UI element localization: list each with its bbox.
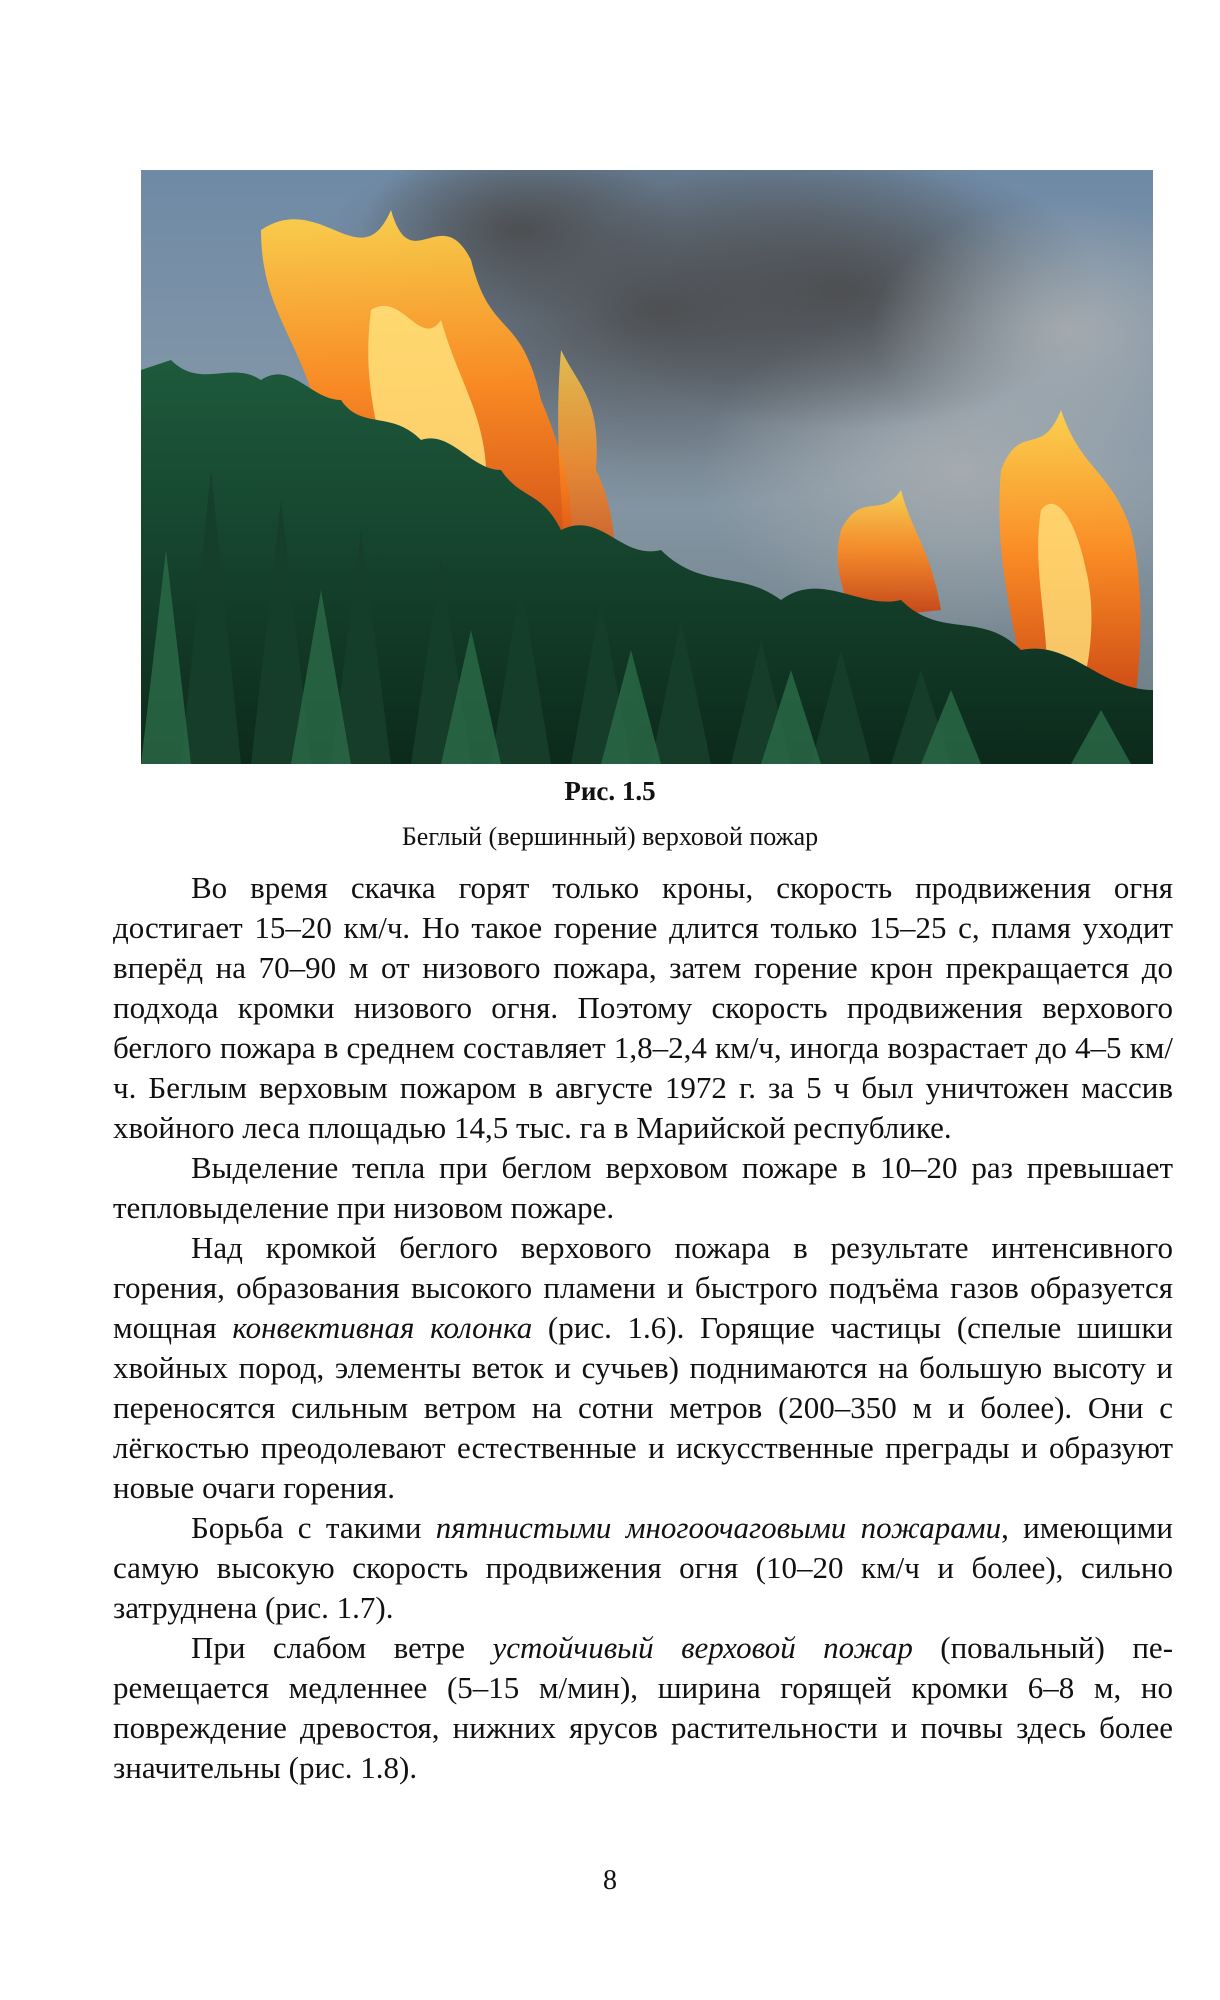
paragraph [113,868,1173,1148]
paragraph [113,1508,1173,1628]
body-text [113,868,1173,1788]
forest-fire-photo [141,170,1153,764]
text-segment: Выделение тепла при беглом верховом пожаре в 10–20 раз превышает тепловыделение при низовом пожаре. [113,1150,1173,1225]
italic-term: конвективная колонка [232,1310,533,1345]
paragraph [113,1628,1173,1788]
text-segment: При слабом ветре [191,1630,493,1665]
text-segment: Во время скачка горят только кроны, скорость продвижения огня достигает 15–20 км/ч. Но такое горение длится только 15–25 с, пламя уходит вперёд на 70–90 м от низового пожара, затем горение крон прекращается до подхода кромки низового огня. Поэтому скорость продвижения верхового беглого пожара в среднем составляет 1,8–2,4 км/ч, иногда возрастает до 4–5 км/ч. Беглым верховым пожаром в августе 1972 г. за 5 ч был уничтожен массив хвойного леса площадью 14,5 тыс. га в Марийской республике. [113,870,1173,1145]
figure-caption: Беглый (вершинный) верховой пожар [401,822,819,851]
text-segment: Над кромкой беглого верхового пожара в результате интенсивного горения, образования высокого пламени и быстрого подъёма газов образуется мощная [113,1230,1173,1345]
page-number: 8 [603,1865,617,1896]
italic-term: пятнистыми многоочаговыми пожарами [435,1510,1002,1545]
text-segment: (рис. 1.6). Горящие частицы (спелые шишки хвойных пород, элементы веток и сучьев) поднимаются на большую высоту и переносятся сильным ветром на сотни метров (200–350 м и более). Они с лёгкостью преодолевают естественные и искусственные преграды и образуют новые очаги горения. [113,1310,1173,1505]
figure-label: Рис. 1.5 [564,776,656,806]
paragraph [113,1148,1173,1228]
paragraph [113,1228,1173,1508]
text-segment: (повальный) перемещается медленнее (5–15 м/мин), ширина горящей кромки 6–8 м, но повреждение древостоя, нижних ярусов растительности и почвы здесь более значительны (рис. 1.8). [113,1630,1174,1785]
text-segment: , имеющими самую высокую скорость продвижения огня (10–20 км/ч и более), сильно затруднена (рис. 1.7). [113,1510,1173,1625]
text-segment: Борьба с такими [191,1510,436,1545]
italic-term: устойчивый верховой пожар [492,1630,913,1665]
